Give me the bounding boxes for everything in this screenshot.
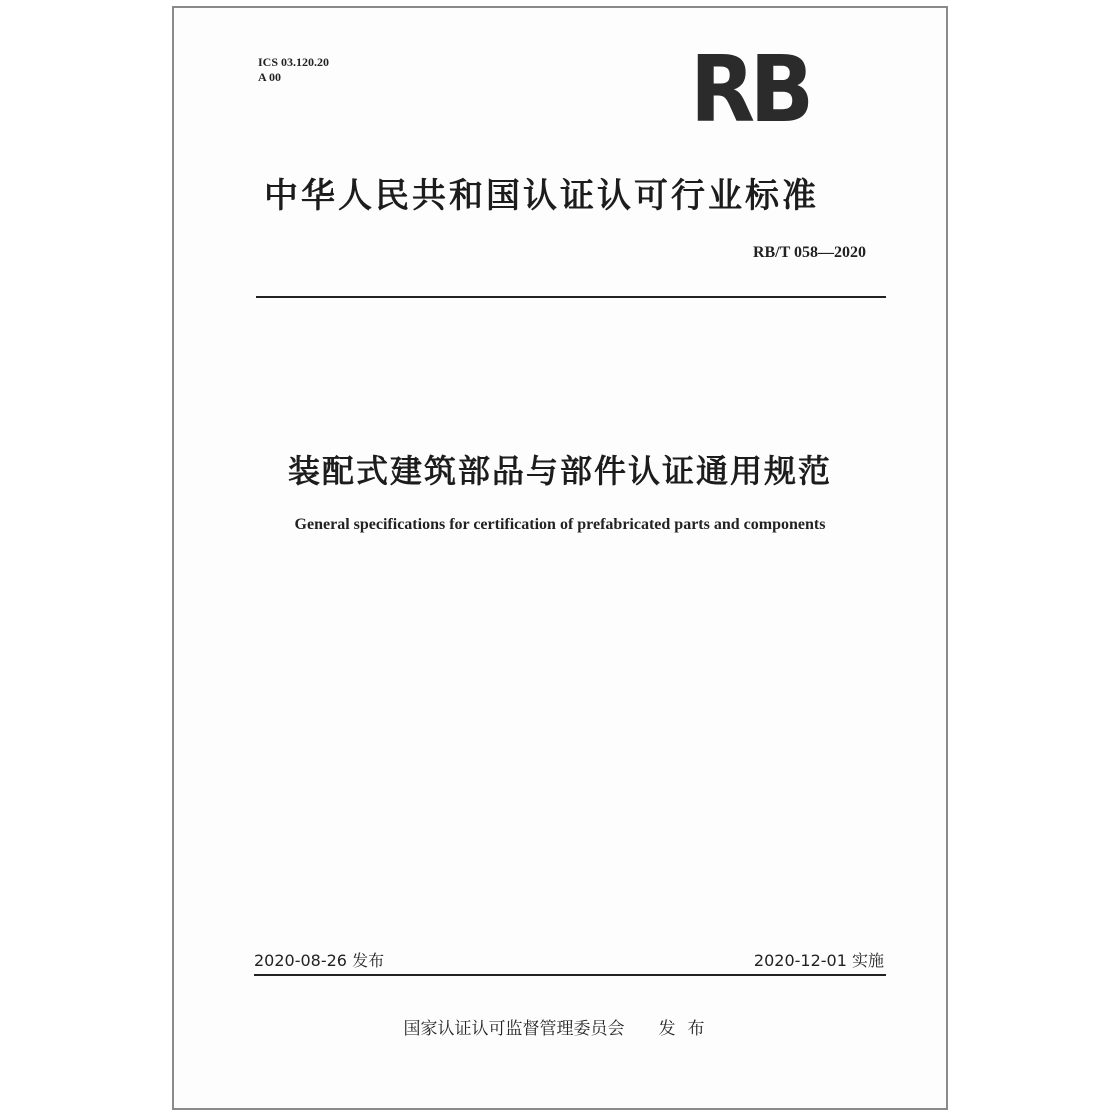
document-title-english: General specifications for certification of prefabricated parts and components — [294, 516, 826, 533]
effective-date: 2020-12-01 实施 — [753, 951, 884, 970]
top-divider — [256, 296, 886, 298]
ics-code: ICS 03.120.20 — [258, 55, 330, 69]
bottom-divider — [254, 974, 886, 976]
class-code: A 00 — [258, 70, 282, 84]
classification-codes — [258, 55, 329, 85]
standard-cover-page — [172, 6, 948, 1110]
publisher-name: 国家认证认可监督管理委员会 — [403, 1019, 625, 1039]
rb-logo: RB — [690, 36, 809, 143]
issue-date: 2020-08-26 发布 — [254, 951, 385, 970]
document-title-chinese: 装配式建筑部品与部件认证通用规范 — [287, 452, 832, 490]
publisher-line — [174, 1014, 946, 1039]
standard-number: RB/T 058—2020 — [752, 244, 866, 261]
publisher-label: 发布 — [658, 1019, 717, 1039]
standard-category-title: 中华人民共和国认证认可行业标准 — [264, 176, 819, 216]
